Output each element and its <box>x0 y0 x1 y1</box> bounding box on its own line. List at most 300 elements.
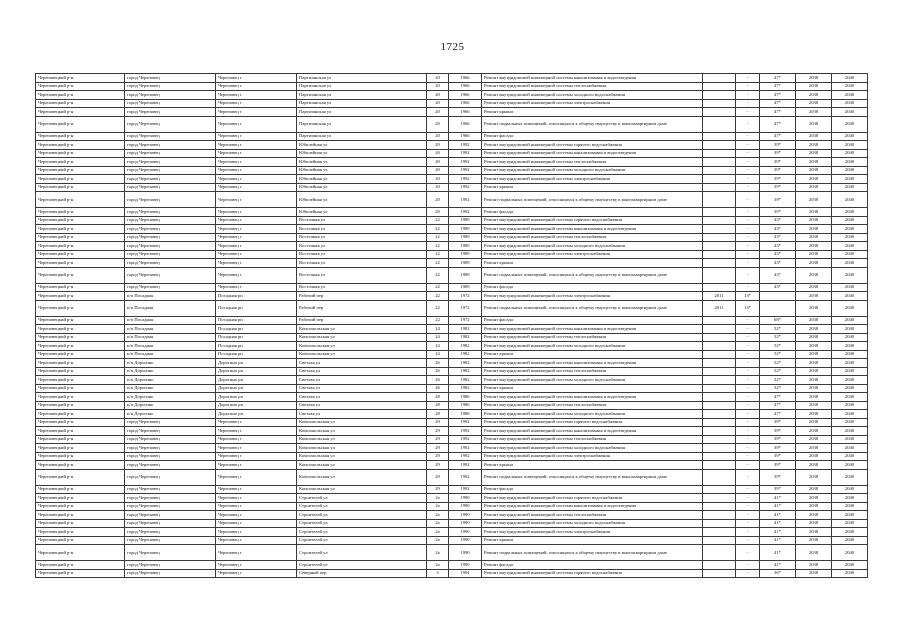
street-cell: Партизанская ул <box>297 91 427 100</box>
locality-cell: Посадная рп <box>216 333 297 342</box>
wear-percent-cell: 41* <box>760 561 796 570</box>
work-type-cell: Ремонт крыши <box>482 461 703 470</box>
street-cell: Строителей ул <box>297 545 427 561</box>
plan-start-year-cell: 2038 <box>796 545 832 561</box>
settlement-cell: город Череповец <box>125 545 216 561</box>
table-row <box>36 350 868 359</box>
locality-cell: Посадная рп <box>216 342 297 351</box>
locality-cell: Посадная рп <box>216 350 297 359</box>
plan-start-year-cell: 2038 <box>796 216 832 225</box>
district-cell: Череповецкий р-н <box>36 74 125 83</box>
wear-percent-cell: 47* <box>760 108 796 117</box>
plan-end-year-cell: 2040 <box>832 132 868 141</box>
wear-percent-cell: 47* <box>760 393 796 402</box>
work-type-cell: Ремонт внутридомовой инженерной системы горячего водоснабжения <box>482 418 703 427</box>
plan-end-year-cell: 2040 <box>832 384 868 393</box>
build-year-cell: 1982 <box>449 384 482 393</box>
wear-cell: - <box>736 183 760 192</box>
plan-end-year-cell: 2040 <box>832 225 868 234</box>
district-cell: Череповецкий р-н <box>36 569 125 578</box>
work-type-cell: Ремонт внутридомовой инженерной системы холодного водоснабжения <box>482 242 703 251</box>
wear-percent-cell: 47* <box>760 99 796 108</box>
plan-end-year-cell: 2040 <box>832 359 868 368</box>
district-cell: Череповецкий р-н <box>36 528 125 537</box>
work-type-cell: Ремонт внутридомовой инженерной системы электроснабжения <box>482 99 703 108</box>
work-type-cell: Ремонт внутридомовой инженерной системы холодного водоснабжения <box>482 91 703 100</box>
plan-end-year-cell: 2040 <box>832 502 868 511</box>
table-row <box>36 316 868 325</box>
table-row <box>36 401 868 410</box>
locality-cell: Череповец г <box>216 283 297 292</box>
last-repair-year-cell <box>703 267 736 283</box>
build-year-cell: 1990 <box>449 494 482 503</box>
work-type-cell: Ремонт внутридомовой инженерной системы горячего водоснабжения <box>482 141 703 150</box>
work-type-cell: Ремонт внутридомовой инженерной системы канализования и водоотведения <box>482 225 703 234</box>
last-repair-year-cell <box>703 494 736 503</box>
plan-end-year-cell: 2040 <box>832 250 868 259</box>
table-row <box>36 569 868 578</box>
plan-end-year-cell: 2040 <box>832 333 868 342</box>
last-repair-year-cell <box>703 316 736 325</box>
work-type-cell: Ремонт подвальных помещений, относящихся к общему имуществу в многоквартирном доме <box>482 192 703 208</box>
last-repair-year-cell <box>703 242 736 251</box>
plan-end-year-cell: 2040 <box>832 410 868 419</box>
street-cell: Партизанская ул <box>297 74 427 83</box>
wear-cell: - <box>736 469 760 485</box>
build-year-cell: 1992 <box>449 444 482 453</box>
plan-end-year-cell: 2040 <box>832 367 868 376</box>
build-year-cell: 1989 <box>449 250 482 259</box>
house-number-cell: 20 <box>427 91 449 100</box>
street-cell: Юбилейная ул <box>297 175 427 184</box>
house-number-cell: 20 <box>427 166 449 175</box>
wear-percent-cell: 41* <box>760 545 796 561</box>
last-repair-year-cell <box>703 561 736 570</box>
wear-cell: - <box>736 141 760 150</box>
build-year-cell: 1972 <box>449 316 482 325</box>
locality-cell: Череповец г <box>216 225 297 234</box>
last-repair-year-cell <box>703 410 736 419</box>
build-year-cell: 1989 <box>449 233 482 242</box>
house-number-cell: 20 <box>427 158 449 167</box>
table-row <box>36 418 868 427</box>
plan-end-year-cell: 2040 <box>832 325 868 334</box>
plan-start-year-cell: 2038 <box>796 461 832 470</box>
build-year-cell: 1966 <box>449 74 482 83</box>
plan-start-year-cell: 2038 <box>796 149 832 158</box>
street-cell: Светлая ул <box>297 401 427 410</box>
work-type-cell: Ремонт подвальных помещений, относящихся к общему имуществу в многоквартирном доме <box>482 267 703 283</box>
locality-cell: Череповец г <box>216 561 297 570</box>
table-row <box>36 82 868 91</box>
last-repair-year-cell: 2011 <box>703 300 736 316</box>
locality-cell: Череповец г <box>216 569 297 578</box>
wear-cell: - <box>736 452 760 461</box>
plan-end-year-cell: 2040 <box>832 350 868 359</box>
work-type-cell: Ремонт фасада <box>482 132 703 141</box>
build-year-cell: 1992 <box>449 485 482 494</box>
wear-cell: - <box>736 192 760 208</box>
plan-end-year-cell: 2040 <box>832 91 868 100</box>
wear-percent-cell: 39* <box>760 469 796 485</box>
work-type-cell: Ремонт крыши <box>482 384 703 393</box>
street-cell: Комсомольская ул <box>297 342 427 351</box>
street-cell: Партизанская ул <box>297 132 427 141</box>
last-repair-year-cell <box>703 108 736 117</box>
street-cell: Строителей ул <box>297 519 427 528</box>
work-type-cell: Ремонт внутридомовой инженерной системы горячего водоснабжения <box>482 216 703 225</box>
plan-start-year-cell: 2038 <box>796 511 832 520</box>
locality-cell: Череповец г <box>216 149 297 158</box>
build-year-cell: 1994 <box>449 569 482 578</box>
build-year-cell: 1972 <box>449 292 482 301</box>
plan-end-year-cell: 2040 <box>832 561 868 570</box>
house-number-cell: 29 <box>427 427 449 436</box>
wear-cell: - <box>736 166 760 175</box>
plan-start-year-cell: 2038 <box>796 561 832 570</box>
work-type-cell: Ремонт подвальных помещений, относящихся к общему имуществу в многоквартирном доме <box>482 300 703 316</box>
wear-percent-cell: 39* <box>760 149 796 158</box>
work-type-cell: Ремонт внутридомовой инженерной системы канализования и водоотведения <box>482 74 703 83</box>
last-repair-year-cell <box>703 444 736 453</box>
locality-cell: Череповец г <box>216 461 297 470</box>
house-number-cell: 20 <box>427 132 449 141</box>
district-cell: Череповецкий р-н <box>36 418 125 427</box>
wear-percent-cell: 47* <box>760 132 796 141</box>
wear-percent-cell: 39* <box>760 183 796 192</box>
wear-percent-cell: 39* <box>760 461 796 470</box>
settlement-cell: п/п Дорогино <box>125 384 216 393</box>
work-type-cell: Ремонт крыши <box>482 350 703 359</box>
last-repair-year-cell <box>703 469 736 485</box>
work-type-cell: Ремонт крыши <box>482 536 703 545</box>
house-number-cell: 2а <box>427 536 449 545</box>
wear-cell: - <box>736 418 760 427</box>
district-cell: Череповецкий р-н <box>36 91 125 100</box>
wear-percent-cell: 39* <box>760 435 796 444</box>
wear-cell: - <box>736 519 760 528</box>
wear-percent-cell: 52* <box>760 325 796 334</box>
last-repair-year-cell <box>703 192 736 208</box>
wear-cell: - <box>736 242 760 251</box>
work-type-cell: Ремонт внутридомовой инженерной системы электроснабжения <box>482 528 703 537</box>
table-row <box>36 435 868 444</box>
table-row <box>36 91 868 100</box>
street-cell: Рабочий пер <box>297 300 427 316</box>
locality-cell: Дорогино рп <box>216 376 297 385</box>
work-type-cell: Ремонт внутридомовой инженерной системы холодного водоснабжения <box>482 410 703 419</box>
table-row <box>36 149 868 158</box>
street-cell: Восточная ул <box>297 216 427 225</box>
street-cell: Светлая ул <box>297 359 427 368</box>
plan-end-year-cell: 2040 <box>832 401 868 410</box>
plan-start-year-cell: 2038 <box>796 225 832 234</box>
wear-percent-cell: 43* <box>760 242 796 251</box>
locality-cell: Череповец г <box>216 183 297 192</box>
wear-percent-cell: 39* <box>760 485 796 494</box>
locality-cell: Череповец г <box>216 99 297 108</box>
wear-percent-cell: 39* <box>760 166 796 175</box>
district-cell: Череповецкий р-н <box>36 435 125 444</box>
wear-cell: - <box>736 250 760 259</box>
last-repair-year-cell <box>703 216 736 225</box>
district-cell: Череповецкий р-н <box>36 452 125 461</box>
plan-end-year-cell: 2040 <box>832 116 868 132</box>
wear-cell: - <box>736 401 760 410</box>
wear-cell: - <box>736 511 760 520</box>
plan-start-year-cell: 2038 <box>796 376 832 385</box>
wear-cell: - <box>736 99 760 108</box>
district-cell: Череповецкий р-н <box>36 216 125 225</box>
plan-end-year-cell: 2040 <box>832 519 868 528</box>
settlement-cell: город Череповец <box>125 208 216 217</box>
house-number-cell: 2а <box>427 528 449 537</box>
build-year-cell: 1992 <box>449 141 482 150</box>
settlement-cell: город Череповец <box>125 250 216 259</box>
last-repair-year-cell <box>703 519 736 528</box>
work-type-cell: Ремонт внутридомовой инженерной системы теплоснабжения <box>482 158 703 167</box>
settlement-cell: п/п Дорогино <box>125 367 216 376</box>
build-year-cell: 1992 <box>449 435 482 444</box>
wear-cell: - <box>736 461 760 470</box>
work-type-cell: Ремонт внутридомовой инженерной системы теплоснабжения <box>482 401 703 410</box>
build-year-cell: 1990 <box>449 545 482 561</box>
plan-end-year-cell: 2040 <box>832 259 868 268</box>
street-cell: Светлая ул <box>297 376 427 385</box>
table-row <box>36 536 868 545</box>
table-row <box>36 519 868 528</box>
settlement-cell: город Череповец <box>125 259 216 268</box>
wear-cell: - <box>736 333 760 342</box>
build-year-cell: 1992 <box>449 166 482 175</box>
wear-cell: - <box>736 367 760 376</box>
settlement-cell: п/п Посадная <box>125 316 216 325</box>
build-year-cell: 1989 <box>449 259 482 268</box>
settlement-cell: город Череповец <box>125 141 216 150</box>
wear-cell: - <box>736 536 760 545</box>
build-year-cell: 1989 <box>449 242 482 251</box>
locality-cell: Череповец г <box>216 427 297 436</box>
work-type-cell: Ремонт внутридомовой инженерной системы канализования и водоотведения <box>482 325 703 334</box>
locality-cell: Череповец г <box>216 175 297 184</box>
locality-cell: Череповец г <box>216 132 297 141</box>
plan-end-year-cell: 2040 <box>832 536 868 545</box>
last-repair-year-cell <box>703 225 736 234</box>
work-type-cell: Ремонт внутридомовой инженерной системы теплоснабжения <box>482 333 703 342</box>
work-type-cell: Ремонт крыши <box>482 108 703 117</box>
plan-start-year-cell: 2038 <box>796 393 832 402</box>
district-cell: Череповецкий р-н <box>36 166 125 175</box>
plan-end-year-cell: 2040 <box>832 427 868 436</box>
settlement-cell: п/п Посадная <box>125 325 216 334</box>
street-cell: Партизанская ул <box>297 82 427 91</box>
plan-start-year-cell: 2038 <box>796 108 832 117</box>
wear-percent-cell: 41* <box>760 494 796 503</box>
table-row <box>36 359 868 368</box>
wear-percent-cell: 41* <box>760 536 796 545</box>
work-type-cell: Ремонт внутридомовой инженерной системы теплоснабжения <box>482 367 703 376</box>
work-type-cell: Ремонт внутридомовой инженерной системы теплоснабжения <box>482 511 703 520</box>
wear-cell: - <box>736 116 760 132</box>
table-row <box>36 233 868 242</box>
last-repair-year-cell <box>703 166 736 175</box>
table-row <box>36 108 868 117</box>
settlement-cell: город Череповец <box>125 461 216 470</box>
wear-cell: - <box>736 393 760 402</box>
build-year-cell: 1992 <box>449 427 482 436</box>
last-repair-year-cell <box>703 569 736 578</box>
house-number-cell: 28 <box>427 401 449 410</box>
street-cell: Строителей ул <box>297 528 427 537</box>
build-year-cell: 1992 <box>449 192 482 208</box>
work-type-cell: Ремонт внутридомовой инженерной системы канализования и водоотведения <box>482 502 703 511</box>
plan-end-year-cell: 2040 <box>832 435 868 444</box>
wear-percent-cell: 47* <box>760 401 796 410</box>
wear-cell: - <box>736 325 760 334</box>
plan-start-year-cell: 2038 <box>796 519 832 528</box>
last-repair-year-cell <box>703 511 736 520</box>
street-cell: Светлая ул <box>297 393 427 402</box>
wear-percent-cell: 39* <box>760 175 796 184</box>
wear-percent-cell: 47* <box>760 116 796 132</box>
district-cell: Череповецкий р-н <box>36 283 125 292</box>
district-cell: Череповецкий р-н <box>36 376 125 385</box>
work-type-cell: Ремонт подвальных помещений, относящихся к общему имуществу в многоквартирном доме <box>482 545 703 561</box>
house-number-cell: 26 <box>427 376 449 385</box>
last-repair-year-cell <box>703 485 736 494</box>
build-year-cell: 1992 <box>449 149 482 158</box>
settlement-cell: город Череповец <box>125 569 216 578</box>
wear-cell: - <box>736 376 760 385</box>
house-number-cell: 20 <box>427 108 449 117</box>
locality-cell: Череповец г <box>216 116 297 132</box>
street-cell: Восточная ул <box>297 242 427 251</box>
settlement-cell: город Череповец <box>125 91 216 100</box>
locality-cell: Череповец г <box>216 267 297 283</box>
district-cell: Череповецкий р-н <box>36 192 125 208</box>
table-row <box>36 461 868 470</box>
wear-cell: - <box>736 74 760 83</box>
street-cell: Комсомольская ул <box>297 435 427 444</box>
build-year-cell: 1989 <box>449 225 482 234</box>
settlement-cell: город Череповец <box>125 283 216 292</box>
plan-start-year-cell: 2038 <box>796 267 832 283</box>
work-type-cell: Ремонт подвальных помещений, относящихся к общему имуществу в многоквартирном доме <box>482 116 703 132</box>
street-cell: Комсомольская ул <box>297 350 427 359</box>
settlement-cell: п/п Дорогино <box>125 410 216 419</box>
table-row <box>36 116 868 132</box>
house-number-cell: 22 <box>427 259 449 268</box>
wear-cell: - <box>736 502 760 511</box>
locality-cell: Череповец г <box>216 452 297 461</box>
street-cell: Строителей ул <box>297 536 427 545</box>
house-number-cell: 20 <box>427 99 449 108</box>
locality-cell: Череповец г <box>216 108 297 117</box>
table-row <box>36 384 868 393</box>
house-number-cell: 2а <box>427 545 449 561</box>
work-type-cell: Ремонт внутридомовой инженерной системы холодного водоснабжения <box>482 519 703 528</box>
last-repair-year-cell <box>703 158 736 167</box>
last-repair-year-cell <box>703 250 736 259</box>
settlement-cell: город Череповец <box>125 418 216 427</box>
street-cell: Юбилейная ул <box>297 149 427 158</box>
build-year-cell: 1992 <box>449 208 482 217</box>
last-repair-year-cell <box>703 359 736 368</box>
plan-start-year-cell: 2038 <box>796 192 832 208</box>
house-number-cell: 22 <box>427 300 449 316</box>
work-type-cell: Ремонт внутридомовой инженерной системы теплоснабжения <box>482 82 703 91</box>
wear-cell: - <box>736 108 760 117</box>
street-cell: Комсомольская ул <box>297 444 427 453</box>
wear-cell: - <box>736 410 760 419</box>
settlement-cell: город Череповец <box>125 82 216 91</box>
wear-percent-cell: 43* <box>760 233 796 242</box>
plan-start-year-cell: 2038 <box>796 418 832 427</box>
wear-percent-cell: 39* <box>760 427 796 436</box>
locality-cell: Дорогино рп <box>216 359 297 368</box>
house-number-cell: 29 <box>427 469 449 485</box>
table-row <box>36 175 868 184</box>
house-number-cell: 26 <box>427 384 449 393</box>
district-cell: Череповецкий р-н <box>36 225 125 234</box>
street-cell: Юбилейная ул <box>297 192 427 208</box>
settlement-cell: город Череповец <box>125 233 216 242</box>
house-number-cell: 22 <box>427 250 449 259</box>
street-cell: Восточная ул <box>297 259 427 268</box>
last-repair-year-cell <box>703 149 736 158</box>
table-row <box>36 267 868 283</box>
locality-cell: Череповец г <box>216 469 297 485</box>
plan-end-year-cell: 2040 <box>832 393 868 402</box>
street-cell: Северный пер <box>297 569 427 578</box>
build-year-cell: 1990 <box>449 502 482 511</box>
settlement-cell: город Череповец <box>125 444 216 453</box>
settlement-cell: город Череповец <box>125 511 216 520</box>
build-year-cell: 1986 <box>449 401 482 410</box>
build-year-cell: 1966 <box>449 108 482 117</box>
locality-cell: Череповец г <box>216 233 297 242</box>
street-cell: Светлая ул <box>297 410 427 419</box>
wear-cell: - <box>736 427 760 436</box>
street-cell: Комсомольская ул <box>297 452 427 461</box>
settlement-cell: п/п Посадная <box>125 342 216 351</box>
district-cell: Череповецкий р-н <box>36 393 125 402</box>
build-year-cell: 1992 <box>449 469 482 485</box>
wear-percent-cell: 43* <box>760 259 796 268</box>
table-row <box>36 259 868 268</box>
wear-cell: - <box>736 359 760 368</box>
plan-start-year-cell: 2038 <box>796 401 832 410</box>
locality-cell: Череповец г <box>216 242 297 251</box>
plan-end-year-cell: 2040 <box>832 292 868 301</box>
build-year-cell: 1986 <box>449 393 482 402</box>
plan-start-year-cell: 2038 <box>796 528 832 537</box>
wear-percent-cell: 43* <box>760 283 796 292</box>
wear-cell: - <box>736 444 760 453</box>
locality-cell: Дорогино рп <box>216 393 297 402</box>
table-row <box>36 367 868 376</box>
plan-start-year-cell: 2038 <box>796 175 832 184</box>
house-number-cell: 20 <box>427 208 449 217</box>
plan-start-year-cell: 2038 <box>796 99 832 108</box>
locality-cell: Череповец г <box>216 259 297 268</box>
table-row <box>36 141 868 150</box>
plan-end-year-cell: 2040 <box>832 149 868 158</box>
repair-schedule-table <box>35 73 868 578</box>
plan-end-year-cell: 2040 <box>832 108 868 117</box>
table-row <box>36 376 868 385</box>
work-type-cell: Ремонт крыши <box>482 183 703 192</box>
